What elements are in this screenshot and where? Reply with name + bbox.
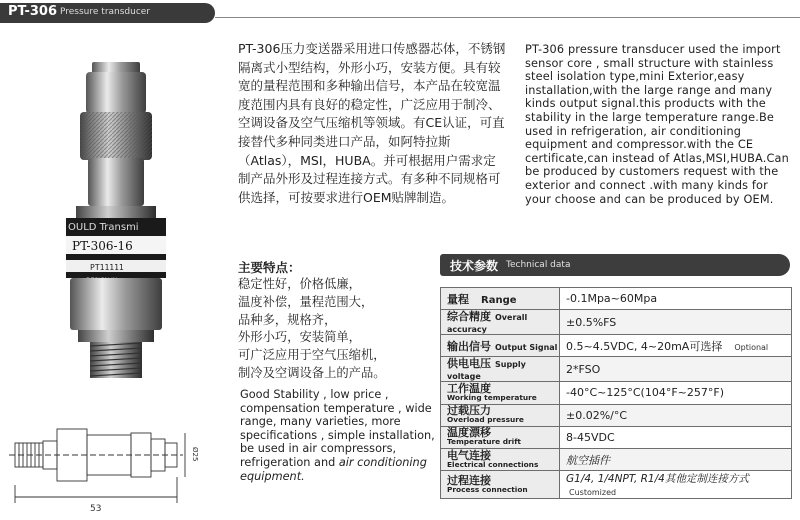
title-divider xyxy=(215,17,800,18)
spec-table xyxy=(440,287,792,499)
param-en: Output Signal xyxy=(495,342,558,352)
title-bar xyxy=(0,0,800,26)
value-cell xyxy=(560,471,792,499)
param-cn: 供电电压 xyxy=(447,357,491,371)
table-row xyxy=(441,471,792,499)
param-cell xyxy=(441,288,560,310)
features-english xyxy=(240,388,440,483)
param-cn: 电气连接 xyxy=(447,448,491,462)
feature-line: 可广泛应用于空气压缩机， xyxy=(238,348,386,363)
param-en: Supply voltage xyxy=(447,360,526,382)
diameter-dimension: Ø25 xyxy=(191,447,199,462)
table-row xyxy=(441,335,792,357)
param-cell xyxy=(441,471,560,499)
value-text: G1/4, 1/4NPT, R1/4其他定制连接方式 xyxy=(566,473,749,486)
spec-title-en: Technical data xyxy=(506,260,571,270)
value-cell: ±0.5%FS xyxy=(560,310,792,335)
param-en: Working temperature xyxy=(447,392,537,402)
param-en: Range xyxy=(481,294,517,306)
param-cell xyxy=(441,448,560,470)
feature-line: 品种多，规格齐， xyxy=(238,312,337,327)
intro-english: PT-306 pressure transducer used the import sensor core , small structure with stainless steel isolation type,mini Exterior,easy installation,with the large range and many kinds output signal.this products with the stability in the large temperature range.Be used in refrigeration, air conditioning equipment and compressor.with the CE certificate,can instead of Atlas,MSI,HUBA.Can be produced by customers request with the exterior and connect .with many kinds for your choose and can be produced by OEM. xyxy=(525,43,789,206)
value-cell: 8-45VDC xyxy=(560,426,792,448)
features-english-italic: air conditioning equipment. xyxy=(240,455,427,483)
body-label: OULD Transmi xyxy=(68,222,139,233)
param-cn: 输出信号 xyxy=(447,339,491,353)
param-cn: 温度漂移 xyxy=(447,426,491,440)
value-cell: -0.1Mpa~60Mpa xyxy=(560,288,792,310)
value-note: Optional xyxy=(734,342,769,352)
spec-title-cn: 技术参数 xyxy=(450,259,499,273)
feature-line: 制冷及空调设备上的产品。 xyxy=(238,365,386,380)
table-row xyxy=(441,404,792,426)
dimension-drawing xyxy=(5,415,200,520)
param-cell xyxy=(441,310,560,335)
feature-line: 温度补偿，量程范围大， xyxy=(238,294,374,309)
param-cn: 综合精度 xyxy=(447,310,491,324)
param-cell xyxy=(441,357,560,382)
param-en: Overall accuracy xyxy=(447,313,528,335)
table-row xyxy=(441,426,792,448)
param-en: Process connection xyxy=(447,484,528,494)
features-title: 主要特点： xyxy=(238,260,301,275)
value-cell: ±0.02%/°C xyxy=(560,404,792,426)
value-cell: -40°C~125°C(104°F~257°F) xyxy=(560,382,792,404)
param-cell xyxy=(441,404,560,426)
value-cell xyxy=(560,335,792,357)
param-en: Temperature drift xyxy=(447,437,521,447)
features-english-text: Good Stability , low price , compensation temperature , wide range, many varieties, more specifications , simple installation, be used in air compressors, refrigeration and xyxy=(240,388,435,469)
spec-header xyxy=(440,254,790,276)
param-cn: 过程连接 xyxy=(447,473,491,487)
serial-label: PT11111 xyxy=(90,263,124,272)
table-row xyxy=(441,382,792,404)
length-dimension: 53 xyxy=(90,504,102,514)
param-en: Electrical connections xyxy=(447,459,539,469)
param-cn: 工作温度 xyxy=(447,381,491,395)
param-cn: 量程 xyxy=(447,292,469,306)
table-row xyxy=(441,357,792,382)
param-cell xyxy=(441,335,560,357)
feature-line: 外形小巧，安装简单， xyxy=(238,330,361,345)
model-label: PT-306-16 xyxy=(72,239,133,253)
product-photo xyxy=(40,50,200,380)
param-cn: 过载压力 xyxy=(447,404,491,418)
table-row xyxy=(441,310,792,335)
table-row xyxy=(441,288,792,310)
value-text: 0.5~4.5VDC, 4~20mA可选择 xyxy=(566,339,723,353)
feature-line: 稳定性好，价格低廉， xyxy=(238,277,361,291)
table-row xyxy=(441,448,792,470)
param-en: Overload pressure xyxy=(447,415,524,425)
value-cell: 航空插件 xyxy=(560,448,792,470)
features-chinese xyxy=(238,276,438,383)
intro-chinese: PT-306压力变送器采用进口传感器芯体，不锈钢隔离式小型结构，外形小巧，安装方便。具有较宽的量程范围和多种输出信号，本产品在较宽温度范围内具有良好的稳定性，广泛应用于制冷、空调设备及空气压缩机等领域。有CE认证，可直接替代多种同类进口产品，如阿特拉斯（Atlas），MSI，HUBA。并可根据用户需求定制产品外形及过程连接方式。有多种不同规格可供选择，可按要求进行OEM贴牌制造。 xyxy=(238,41,506,205)
value-note: Customized xyxy=(569,488,617,498)
product-model: PT-306 xyxy=(8,4,58,19)
param-cell xyxy=(441,382,560,404)
param-cell xyxy=(441,426,560,448)
value-cell: 2*FSO xyxy=(560,357,792,382)
product-subtitle: Pressure transducer xyxy=(60,7,151,17)
